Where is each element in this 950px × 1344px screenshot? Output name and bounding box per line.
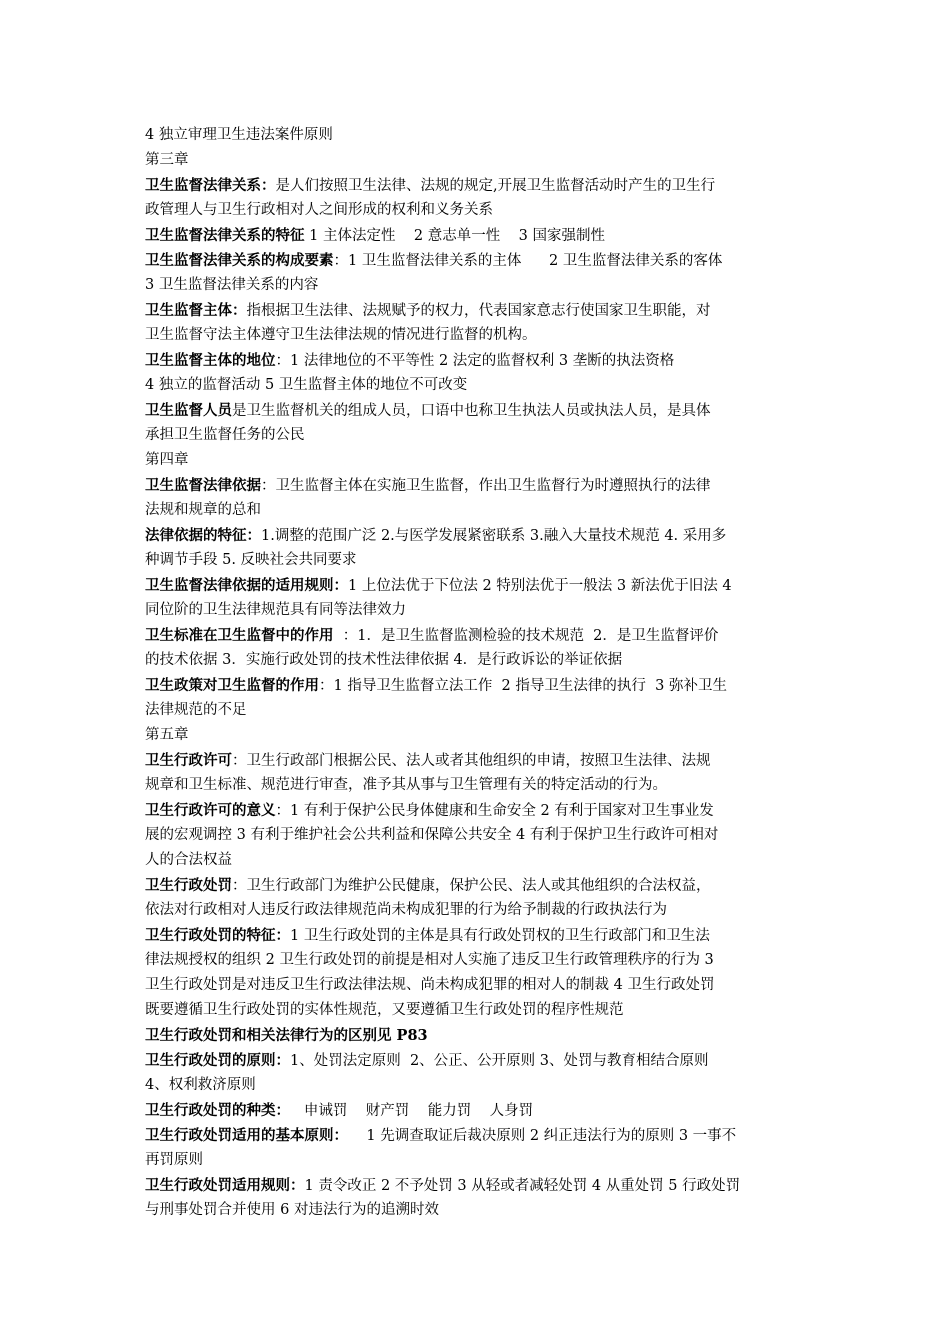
paragraph-text: 4 独立的监督活动 5 卫生监督主体的地位不可改变	[145, 377, 468, 393]
term-label: 卫生标准在卫生监督中的作用	[145, 627, 334, 644]
paragraph-supervision-subject	[145, 298, 807, 348]
paragraph-relation-elements	[145, 248, 807, 298]
paragraph-text: 1 法律地位的不平等性 2 法定的监督权利 3 垄断的执法资格	[290, 353, 675, 369]
paragraph-text: 1 上位法优于下位法 2 特别法优于一般法 3 新法优于旧法 4	[348, 578, 732, 594]
paragraph-text: 规章和卫生标准、规范进行审查，准予其从事与卫生管理有关的特定活动的行为。	[145, 777, 667, 793]
term-label: 卫生行政处罚的种类	[145, 1102, 276, 1119]
term-colon: ：	[261, 478, 276, 494]
paragraph-text: 卫生行政部门为维护公民健康，保护公民、法人或其他组织的合法权益，	[246, 878, 711, 894]
chapter-heading: 第三章	[145, 152, 189, 168]
paragraph-text: 卫生行政部门根据公民、法人或者其他组织的申请，按照卫生法律、法规	[246, 753, 711, 769]
term-label: 卫生行政处罚的原则	[145, 1052, 276, 1069]
paragraph-text: 卫生监督主体在实施卫生监督，作出卫生监督行为时遵照执行的法律	[275, 478, 711, 494]
paragraph-text: 法律规范的不足	[145, 702, 247, 718]
paragraph-text: 法规和规章的总和	[145, 502, 261, 518]
paragraph-admin-license	[145, 748, 807, 798]
paragraph-text: 卫生行政处罚是对违反卫生行政法律法规、尚未构成犯罪的相对人的制裁 4 卫生行政处罚	[145, 977, 715, 993]
paragraph-text: 政管理人与卫生行政相对人之间形成的权利和义务关系	[145, 202, 493, 218]
term-label: 卫生政策对卫生监督的作用	[145, 677, 319, 694]
paragraph-text: 人的合法权益	[145, 852, 232, 868]
term-colon: ：	[333, 253, 348, 269]
term-label: 卫生监督主体的地位	[145, 352, 276, 369]
term-colon: ：	[275, 927, 290, 944]
paragraph-text: 1 先调查取证后裁决原则 2 纠正违法行为的原则 3 一事不	[348, 1128, 737, 1144]
term-colon: ：	[275, 353, 290, 369]
term-label: 卫生行政处罚的特征	[145, 927, 276, 944]
paragraph-text: ：1．是卫生监督监测检验的技术规范 2．是卫生监督评价	[333, 628, 719, 644]
paragraph-text: 种调节手段 5. 反映社会共同要求	[145, 552, 357, 568]
paragraph-basic-principles	[145, 1123, 807, 1173]
paragraph-text: 1 责令改正 2 不予处罚 3 从轻或者减轻处罚 4 从重处罚 5 行政处罚	[304, 1178, 741, 1194]
paragraph-text: 1 主体法定性 2 意志单一性 3 国家强制性	[304, 228, 605, 244]
term-label: 卫生监督法律依据	[145, 477, 261, 494]
paragraph-text: 的技术依据 3．实施行政处罚的技术性法律依据 4．是行政诉讼的举证依据	[145, 652, 623, 668]
paragraph-application-rules	[145, 1173, 807, 1223]
paragraph-health-policy	[145, 673, 807, 723]
term-label: 卫生行政处罚适用的基本原则	[145, 1127, 334, 1144]
paragraph-text: 是人们按照卫生法律、法规的规定,开展卫生监督活动时产生的卫生行	[275, 178, 716, 194]
paragraph-legal-basis	[145, 473, 807, 523]
paragraph-basis-features	[145, 523, 807, 573]
paragraph-text: 依法对行政相对人违反行政法律规范尚未构成犯罪的行为给予制裁的行政执法行为	[145, 902, 667, 918]
term-colon: ：	[232, 878, 247, 894]
paragraph-penalty-principles	[145, 1048, 807, 1098]
document-page	[145, 123, 807, 1223]
paragraph-license-significance	[145, 798, 807, 873]
paragraph-text: 卫生监督守法主体遵守卫生法律法规的情况进行监督的机构。	[145, 327, 537, 343]
paragraph-text: 1、处罚法定原则 2、公正、公开原则 3、处罚与教育相结合原则	[290, 1053, 709, 1069]
paragraph-text: 同位阶的卫生法律规范具有同等法律效力	[145, 602, 406, 618]
term-label: 卫生监督法律关系的构成要素	[145, 252, 334, 269]
chapter-heading: 第五章	[145, 727, 189, 743]
term-label: 卫生监督主体	[145, 302, 232, 319]
term-colon: ：	[319, 678, 334, 694]
paragraph-text: 再罚原则	[145, 1152, 203, 1168]
term-colon: ：	[333, 1127, 348, 1144]
paragraph-applicable-rules	[145, 573, 807, 623]
paragraph-text: 1 指导卫生监督立法工作 2 指导卫生法律的执行 3 弥补卫生	[333, 678, 727, 694]
term-colon: ：	[232, 753, 247, 769]
paragraph-text: 是卫生监督机关的组成人员，口语中也称卫生执法人员或执法人员，是具体	[232, 403, 711, 419]
term-label: 卫生监督法律关系	[145, 177, 261, 194]
paragraph-subject-status	[145, 348, 807, 398]
bold-note	[145, 1023, 807, 1048]
paragraph-text: 申诫罚 财产罚 能力罚 人身罚	[290, 1103, 534, 1119]
paragraph-text: 1 卫生监督法律关系的主体 2 卫生监督法律关系的客体	[348, 253, 723, 269]
paragraph-health-standards	[145, 623, 807, 673]
paragraph-legal-relation	[145, 173, 807, 223]
paragraph-admin-penalty	[145, 873, 807, 923]
paragraph-penalty-features	[145, 923, 807, 1023]
term-label: 卫生行政许可的意义	[145, 802, 276, 819]
paragraph-text: 1.调整的范围广泛 2.与医学发展紧密联系 3.融入大量技术规范 4. 采用多	[261, 528, 727, 544]
paragraph-text: 展的宏观调控 3 有利于维护社会公共利益和保障公共安全 4 有利于保护卫生行政许可相对	[145, 827, 719, 843]
term-label: 法律依据的特征	[145, 527, 247, 544]
paragraph-text: 承担卫生监督任务的公民	[145, 427, 305, 443]
term-label: 卫生监督法律关系的特征	[145, 227, 305, 244]
term-colon: ：	[246, 527, 261, 544]
term-colon: ：	[275, 1102, 290, 1119]
term-colon: ：	[275, 803, 290, 819]
paragraph-text: 1 有利于保护公民身体健康和生命安全 2 有利于国家对卫生事业发	[290, 803, 714, 819]
paragraph-text: 4、权利救济原则	[145, 1077, 256, 1093]
paragraph-text: 与刑事处罚合并使用 6 对违法行为的追溯时效	[145, 1202, 439, 1218]
term-label: 卫生监督人员	[145, 402, 232, 419]
term-label: 卫生行政许可	[145, 752, 232, 769]
text-line: 4 独立审理卫生违法案件原则	[145, 127, 333, 143]
term-label: 卫生行政处罚	[145, 877, 232, 894]
paragraph-text: 律法规授权的组织 2 卫生行政处罚的前提是相对人实施了违反卫生行政管理秩序的行为 3	[145, 952, 714, 968]
paragraph-penalty-types	[145, 1098, 807, 1123]
term-label: 卫生监督法律依据的适用规则	[145, 577, 334, 594]
term-colon: ：	[261, 177, 276, 194]
chapter-heading: 第四章	[145, 452, 189, 468]
term-colon: ：	[232, 302, 247, 319]
paragraph-text: 指根据卫生法律、法规赋予的权力，代表国家意志行使国家卫生职能，对	[246, 303, 711, 319]
term-colon: ：	[290, 1177, 305, 1194]
term-label: 卫生行政处罚适用规则	[145, 1177, 290, 1194]
paragraph-text: 3 卫生监督法律关系的内容	[145, 277, 319, 293]
term-colon: ：	[333, 577, 348, 594]
paragraph-text: 既要遵循卫生行政处罚的实体性规范，又要遵循卫生行政处罚的程序性规范	[145, 1002, 624, 1018]
paragraph-relation-features	[145, 223, 807, 248]
term-colon: ：	[275, 1052, 290, 1069]
paragraph-supervision-staff	[145, 398, 807, 448]
bold-note-text: 卫生行政处罚和相关法律行为的区别见 P83	[145, 1027, 428, 1044]
paragraph-text: 1 卫生行政处罚的主体是具有行政处罚权的卫生行政部门和卫生法	[290, 928, 710, 944]
